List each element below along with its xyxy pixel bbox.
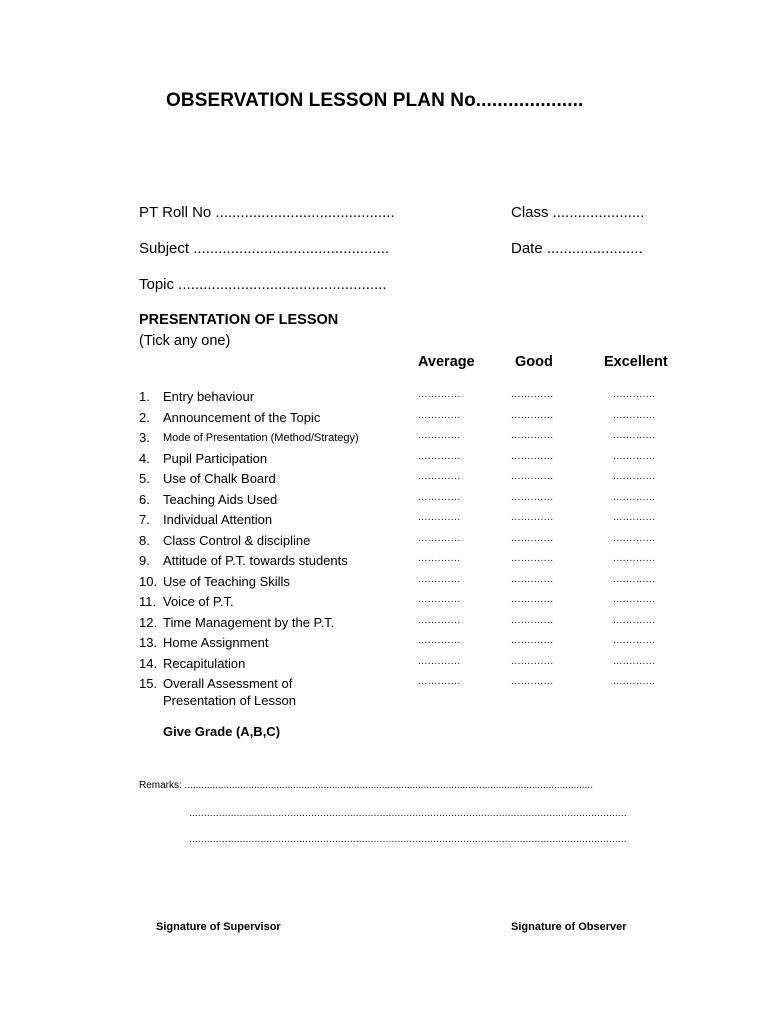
item-number: 14. [139,655,158,671]
item-number: 6. [139,491,150,507]
item-label: Recapitulation [163,655,246,671]
item-number: 4. [139,450,150,466]
good-tick-blank[interactable]: ............. [511,409,554,421]
excellent-tick-blank[interactable]: ............. [613,430,656,441]
good-tick-blank[interactable]: ............. [511,614,554,626]
item-number: 7. [139,512,150,527]
item-number: 3. [139,430,150,445]
excellent-tick-blank[interactable]: ............. [613,409,656,421]
list-item [139,615,699,635]
average-tick-blank[interactable]: ............. [418,614,461,626]
good-tick-blank[interactable]: ............. [511,655,554,667]
item-number: 10. [139,573,158,589]
item-label: Entry behaviour [163,389,255,404]
item-label: Pupil Participation [163,450,268,466]
good-tick-blank[interactable]: ............. [511,389,554,400]
list-item [139,594,699,614]
list-item [139,574,699,594]
list-item [139,389,699,409]
item-number: 11. [139,594,157,609]
column-header-average: Average [418,354,475,370]
average-tick-blank[interactable]: ............. [418,655,461,667]
topic-field[interactable]: Topic .................................................. [139,276,387,293]
pt-roll-no-field[interactable]: PT Roll No ........................................... [139,204,395,221]
item-number: 15. [139,676,158,691]
average-tick-blank[interactable]: ............. [418,512,461,523]
excellent-tick-blank[interactable]: ............. [613,676,656,687]
average-tick-blank[interactable]: ............. [418,409,461,421]
subject-field[interactable]: Subject ............................................... [139,240,390,257]
section-heading: PRESENTATION OF LESSON [139,312,339,328]
good-tick-blank[interactable]: ............. [511,450,554,462]
remarks-field[interactable]: Remarks: ................................................................................................................................................... [139,780,593,791]
item-label: Use of Chalk Board [163,471,276,486]
item-number: 12. [139,614,158,630]
item-label: Use of Teaching Skills [163,573,290,589]
give-grade-label: Give Grade (A,B,C) [163,724,281,739]
average-tick-blank[interactable]: ............. [418,430,461,441]
supervisor-signature-label: Signature of Supervisor [156,921,281,933]
item-number: 1. [139,389,150,404]
average-tick-blank[interactable]: ............. [418,635,461,646]
item-label: Overall Assessment of [163,676,293,691]
average-tick-blank[interactable]: ............. [418,471,461,482]
good-tick-blank[interactable]: ............. [511,594,554,605]
good-tick-blank[interactable]: ............. [511,512,554,523]
class-field[interactable]: Class ...................... [511,204,645,221]
average-tick-blank[interactable]: ............. [418,553,461,564]
list-item [139,553,699,573]
list-item [139,512,699,532]
observer-signature-label: Signature of Observer [511,921,627,933]
excellent-tick-blank[interactable]: ............. [613,635,656,646]
item-label: Voice of P.T. [163,594,234,609]
item-label: Teaching Aids Used [163,491,278,507]
item-number: 2. [139,409,150,425]
average-tick-blank[interactable]: ............. [418,573,461,585]
average-tick-blank[interactable]: ............. [418,594,461,605]
item-number: 5. [139,471,150,486]
item-label: Time Management by the P.T. [163,614,335,630]
date-field[interactable]: Date ....................... [511,240,643,257]
excellent-tick-blank[interactable]: ............. [613,450,656,462]
average-tick-blank[interactable]: ............. [418,450,461,462]
list-item [139,451,699,471]
item-number: 13. [139,635,158,650]
average-tick-blank[interactable]: ............. [418,676,461,687]
item-label: Individual Attention [163,512,273,527]
good-tick-blank[interactable]: ............. [511,573,554,585]
excellent-tick-blank[interactable]: ............. [613,655,656,667]
item-number: 8. [139,532,150,548]
average-tick-blank[interactable]: ............. [418,389,461,400]
item-number: 9. [139,553,150,568]
item-label: Class Control & discipline [163,532,311,548]
excellent-tick-blank[interactable]: ............. [613,553,656,564]
excellent-tick-blank[interactable]: ............. [613,614,656,626]
excellent-tick-blank[interactable]: ............. [613,471,656,482]
list-item [139,492,699,512]
item-label: Home Assignment [163,635,269,650]
good-tick-blank[interactable]: ............. [511,676,554,687]
column-header-excellent: Excellent [604,354,668,370]
average-tick-blank[interactable]: ............. [418,491,461,503]
remarks-line-2[interactable]: ................................................................................................................................................... [189,808,627,819]
section-instruction: (Tick any one) [139,333,231,349]
list-item [139,471,699,491]
list-item [139,410,699,430]
item-15-continuation: Presentation of Lesson [163,693,296,708]
excellent-tick-blank[interactable]: ............. [613,389,656,400]
item-label: Attitude of P.T. towards students [163,553,348,568]
list-item [139,430,699,450]
good-tick-blank[interactable]: ............. [511,471,554,482]
page-title: OBSERVATION LESSON PLAN No.................... [166,90,584,111]
remarks-line-3[interactable]: ................................................................................................................................................... [189,834,627,845]
excellent-tick-blank[interactable]: ............. [613,532,656,544]
good-tick-blank[interactable]: ............. [511,553,554,564]
excellent-tick-blank[interactable]: ............. [613,594,656,605]
list-item [139,635,699,655]
item-label: Mode of Presentation (Method/Strategy) [163,432,359,444]
good-tick-blank[interactable]: ............. [511,491,554,503]
column-header-good: Good [515,354,553,370]
good-tick-blank[interactable]: ............. [511,635,554,646]
good-tick-blank[interactable]: ............. [511,430,554,441]
excellent-tick-blank[interactable]: ............. [613,573,656,585]
list-item [139,656,699,676]
item-label: Announcement of the Topic [163,409,321,425]
excellent-tick-blank[interactable]: ............. [613,512,656,523]
average-tick-blank[interactable]: ............. [418,532,461,544]
good-tick-blank[interactable]: ............. [511,532,554,544]
list-item [139,533,699,553]
excellent-tick-blank[interactable]: ............. [613,491,656,503]
